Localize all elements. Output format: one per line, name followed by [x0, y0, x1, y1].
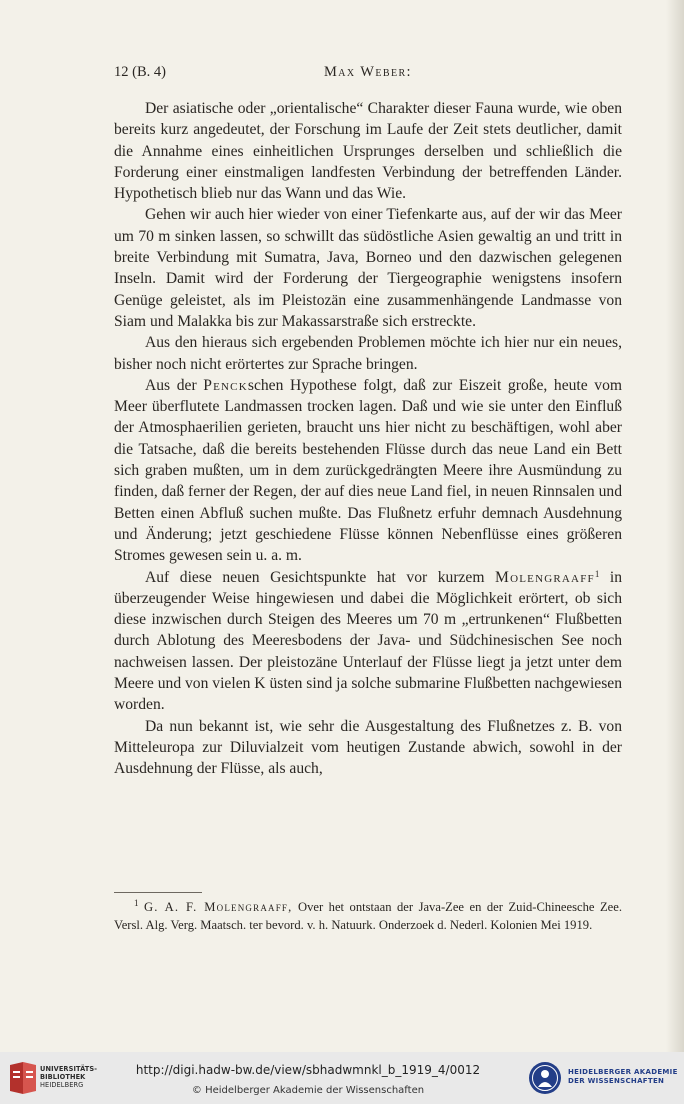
author-name-molengraaff: Molengraaff	[495, 568, 595, 586]
viewer-footer	[0, 1052, 684, 1104]
paragraph-1: Der asiatische oder „orientalische“ Charakter dieser Fauna wurde, wie oben bereits kurz angedeutet, der Forschung im Laufe der Zeit stets deutlicher, damit die Annahme eines einheitlichen Ursprunges derselben und schließlich die Forderung einer einstmaligen landfesten Verbindung der betreffenden Länder. Hypothetisch blieb nur das Wann und das Wie.	[114, 100, 622, 203]
page-number: 12 (B. 4)	[114, 64, 166, 80]
permalink-url[interactable]: http://digi.hadw-bw.de/view/sbhadwmnkl_b_1919_4/0012	[135, 1063, 481, 1077]
page-edge-shadow	[666, 0, 684, 1052]
body-text	[114, 98, 622, 780]
footnote-divider	[114, 892, 202, 893]
library-name: UNIVERSITÄTS- BIBLIOTHEK HEIDELBERG	[40, 1065, 98, 1089]
paragraph-3: Aus den hieraus sich ergebenden Problemen möchte ich hier nur ein neues, bisher noch nicht erörtertes zur Sprache bringen.	[114, 334, 622, 373]
academy-seal-icon[interactable]	[528, 1061, 562, 1095]
paragraph-6: Da nun bekannt ist, wie sehr die Ausgestaltung des Flußnetzes z. B. von Mitteleuropa zur Diluvialzeit vom heutigen Zustande abwich, sowohl in der Ausdehnung der Flüsse, als auch,	[114, 717, 622, 778]
running-head	[114, 64, 622, 84]
footnote	[114, 898, 622, 934]
paragraph-2: Gehen wir auch hier wieder von einer Tiefenkarte aus, auf der wir das Meer um 70 m sinken lassen, so schwillt das südöstliche Asien gewaltig an und tritt in breite Verbindung mit Sumatra, Java, Borneo und den dazwischen gelegenen Inseln. Damit wird der Forderung der Tiergeographie wenigstens insofern Genüge geleistet, als im Pleistozän eine zusammenhängende Landmasse von Siam und Malakka bis zur Makassarstraße sich erstreckte.	[114, 206, 622, 330]
paragraph-4: Aus der Penckschen Hypothese folgt, daß zur Eiszeit große, heute vom Meer überflutete Landmassen trocken lagen. Daß und wie sie unter den Einfluß der Atmosphaerilien gerieten, braucht uns hier nicht zu beschäftigen, wohl aber die Tatsache, daß die bereits bestehenden Flüsse durch das neue Land ein Bett sich graben mußten, um in dem zurückgedrängten Meere ihre Ausmündung zu finden, daß ferner der Regen, der auf dies neue Land fiel, in neuen Rinnsalen und Betten einen Abfluß suchen mußte. Das Flußnetz erfuhr demnach Ausdehnung und Änderung; jetzt geschiedene Flüsse können Nebenflüsse eines größeren Stromes gewesen sein u. a. m.	[114, 376, 622, 565]
footnote-reference[interactable]: 1	[594, 568, 600, 579]
academy-name: HEIDELBERGER AKADEMIE DER WISSENSCHAFTEN	[568, 1068, 678, 1085]
author-name-penck: Penck	[203, 376, 248, 394]
copyright-notice: © Heidelberger Akademie der Wissenschaften	[191, 1085, 425, 1096]
paragraph-5: Auf diese neuen Gesichtspunkte hat vor kurzem Molengraaff$^1$ in überzeugender Weise hingewiesen und dabei die Möglichkeit erörtert, ob sich diese inzwischen durch Steigen des Meeres um 70 m „ertrunkenen“ Flußbetten durch Ablotung des Meeresbodens der Java- und Südchinesischen See noch nachweisen lassen. Der pleistozäne Unterlauf der Flüsse liegt ja jetzt unter dem Meere und von vielen K üsten sind ja solche submarine Flußbetten nachgewiesen worden.	[114, 568, 622, 714]
footnote-text: Over het ontstaan der Java-Zee en der Zuid-Chineesche Zee. Versl. Alg. Verg. Maatsch. ter bevord. v. h. Natuurk. Onderzoek d. Nederl. Kolonien Mei 1919.	[114, 900, 623, 932]
running-head-author: Max Weber:	[324, 64, 412, 80]
library-logo-icon[interactable]	[8, 1061, 38, 1095]
footnote-marker: 1	[134, 898, 139, 908]
footnote-author: G. A. F. Molengraaff,	[144, 900, 293, 914]
